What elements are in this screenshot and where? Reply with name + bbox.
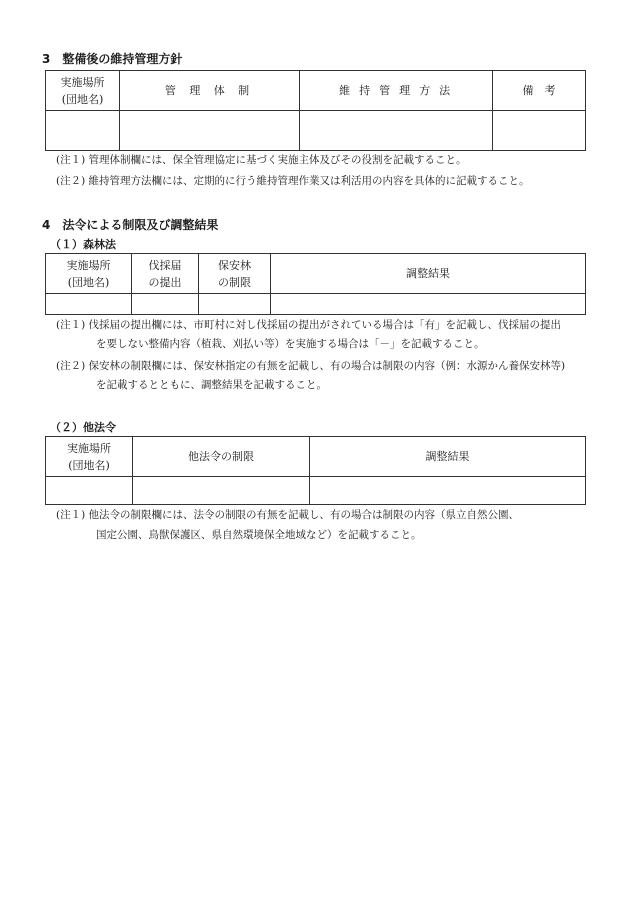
empty-cell (46, 477, 133, 505)
empty-cell (310, 477, 586, 505)
empty-cell (132, 294, 199, 315)
adjustment-result-header: 調整結果 (271, 254, 586, 294)
protection-forest-header (199, 254, 271, 294)
place-header-line1: 実施場所 (66, 258, 111, 272)
place-header-line1: 実施場所 (60, 75, 105, 89)
section4-title: 4 法令による制限及び調整結果 (42, 218, 219, 232)
forest-law-title: （１）森林法 (50, 238, 116, 251)
felling-notice-header (132, 254, 199, 294)
place-header (46, 437, 133, 477)
empty-cell (300, 111, 493, 151)
other-laws-title: （２）他法令 (50, 421, 116, 434)
empty-cell (46, 294, 132, 315)
felling-notice-line1: 伐採届 (148, 258, 182, 272)
other-law-restriction-header: 他法令の制限 (133, 437, 310, 477)
empty-cell (199, 294, 271, 315)
empty-cell (271, 294, 586, 315)
place-header-line2: (団地名) (68, 458, 110, 472)
empty-cell (46, 111, 120, 151)
forest-law-note1-line1: (注１) 伐採届の提出欄には、市町村に対し伐採届の提出がされている場合は「有」を記載し、伐採届の提出 (56, 319, 562, 331)
section3-note1: (注１) 管理体制欄には、保全管理協定に基づく実施主体及びその役割を記載すること。 (56, 154, 467, 166)
forest-law-note2-line1: (注２) 保安林の制限欄には、保安林指定の有無を記載し、有の場合は制限の内容（例：水源かん養保安林等) (56, 360, 566, 372)
other-laws-note1-line1: (注１) 他法令の制限欄には、法令の制限の有無を記載し、有の場合は制限の内容（県立自然公園、 (56, 509, 520, 521)
felling-notice-line2: の提出 (148, 275, 182, 289)
maintenance-policy-table (45, 70, 586, 151)
section3-note2: (注２) 維持管理方法欄には、定期的に行う維持管理作業又は利活用の内容を具体的に記載すること。 (56, 175, 530, 187)
management-system-header: 管 理 体 制 (120, 71, 300, 111)
remarks-header: 備 考 (493, 71, 586, 111)
place-header-line2: (団地名) (67, 275, 110, 289)
protection-forest-line2: の制限 (218, 275, 251, 289)
maintenance-method-header: 維 持 管 理 方 法 (300, 71, 493, 111)
protection-forest-line1: 保安林 (218, 258, 251, 272)
place-header-line2: (団地名) (61, 92, 104, 106)
place-header-line1: 実施場所 (67, 441, 111, 455)
empty-cell (493, 111, 586, 151)
forest-law-note2-line2: を記載するとともに、調整結果を記載すること。 (96, 379, 327, 391)
other-laws-table (45, 436, 586, 505)
forest-law-note1-line2: を要しない整備内容（植栽、刈払い等）を実施する場合は「－」を記載すること。 (96, 338, 485, 350)
section3-title: 3 整備後の維持管理方針 (42, 52, 183, 66)
empty-cell (120, 111, 300, 151)
adjustment-result-header: 調整結果 (310, 437, 586, 477)
forest-law-table (45, 253, 586, 315)
empty-cell (133, 477, 310, 505)
place-header (46, 71, 120, 111)
place-header (46, 254, 132, 294)
other-laws-note1-line2: 国定公園、鳥獣保護区、県自然環境保全地域など）を記載すること。 (96, 529, 422, 541)
